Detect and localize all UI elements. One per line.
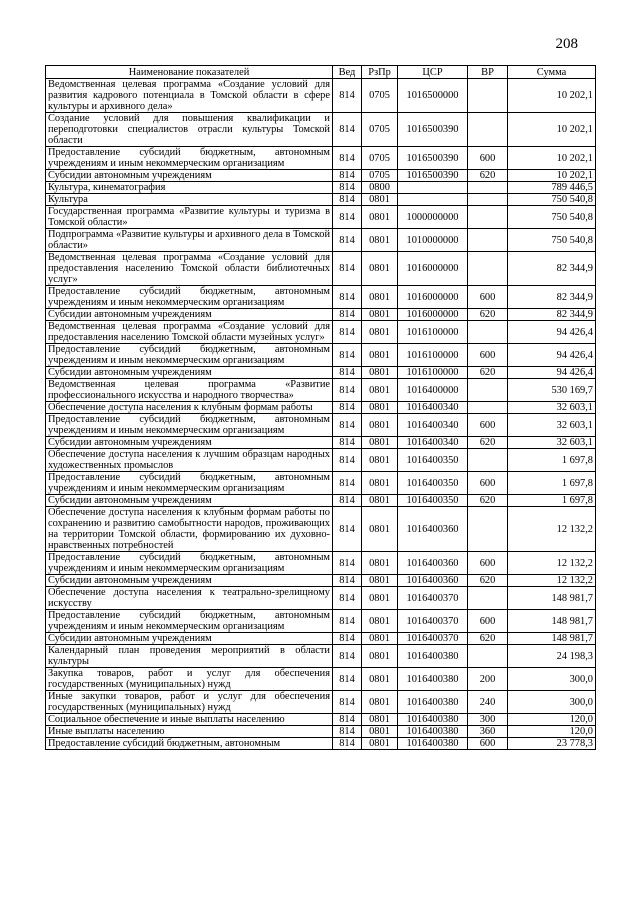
cell-ved: 814: [333, 229, 362, 252]
cell-name: Предоставление субсидий бюджетным, автономным учреждениям и иным некоммерческим организациям: [46, 610, 333, 633]
cell-vr: 600: [468, 414, 508, 437]
header-csr: ЦСР: [398, 66, 468, 79]
cell-rzpr: 0801: [362, 633, 398, 645]
cell-sum: 82 344,9: [508, 309, 596, 321]
cell-vr: 600: [468, 286, 508, 309]
cell-csr: 1016400370: [398, 587, 468, 610]
cell-vr: 620: [468, 575, 508, 587]
cell-name: Закупка товаров, работ и услуг для обеспечения государственных (муниципальных) нужд: [46, 668, 333, 691]
cell-vr: [468, 113, 508, 147]
cell-name: Календарный план проведения мероприятий в области культуры: [46, 645, 333, 668]
cell-ved: 814: [333, 344, 362, 367]
cell-sum: 94 426,4: [508, 367, 596, 379]
cell-vr: [468, 645, 508, 668]
cell-csr: 1016400380: [398, 714, 468, 726]
cell-csr: 1016100000: [398, 367, 468, 379]
header-row: [46, 66, 596, 79]
cell-vr: [468, 402, 508, 414]
cell-rzpr: 0801: [362, 645, 398, 668]
cell-vr: [468, 182, 508, 194]
cell-name: Субсидии автономным учреждениям: [46, 309, 333, 321]
header-rzpr: РзПр: [362, 66, 398, 79]
cell-name: Культура: [46, 194, 333, 206]
cell-name: Иные выплаты населению: [46, 726, 333, 738]
cell-csr: 1016400350: [398, 472, 468, 495]
cell-ved: 814: [333, 286, 362, 309]
cell-name: Субсидии автономным учреждениям: [46, 495, 333, 507]
budget-table: [45, 65, 596, 750]
cell-name: Создание условий для повышения квалификации и переподготовки специалистов отрасли культуры Томской области: [46, 113, 333, 147]
cell-name: Субсидии автономным учреждениям: [46, 575, 333, 587]
cell-sum: 82 344,9: [508, 252, 596, 286]
table-row: [46, 286, 596, 309]
cell-vr: [468, 321, 508, 344]
cell-sum: 1 697,8: [508, 472, 596, 495]
table-row: [46, 379, 596, 402]
cell-name: Субсидии автономным учреждениям: [46, 170, 333, 182]
cell-ved: 814: [333, 472, 362, 495]
cell-ved: 814: [333, 321, 362, 344]
cell-csr: 1016000000: [398, 252, 468, 286]
cell-rzpr: 0705: [362, 113, 398, 147]
cell-rzpr: 0800: [362, 182, 398, 194]
cell-name: Обеспечение доступа населения к клубным формам работы по сохранению и развитию самобытности народов, проживающих на территории Томской области, формированию их духовно-нравственных потребностей: [46, 507, 333, 552]
cell-rzpr: 0801: [362, 379, 398, 402]
table-row: [46, 321, 596, 344]
cell-csr: 1016400340: [398, 437, 468, 449]
cell-name: Предоставление субсидий бюджетным, автономным: [46, 738, 333, 750]
cell-rzpr: 0801: [362, 610, 398, 633]
cell-rzpr: 0801: [362, 668, 398, 691]
cell-csr: 1016400370: [398, 633, 468, 645]
cell-vr: [468, 379, 508, 402]
cell-name: Ведомственная целевая программа «Создание условий для предоставления населению Томской области библиотечных услуг»: [46, 252, 333, 286]
cell-vr: 620: [468, 367, 508, 379]
cell-name: Ведомственная целевая программа «Создание условий для предоставления населению Томской области музейных услуг»: [46, 321, 333, 344]
cell-sum: 32 603,1: [508, 437, 596, 449]
cell-csr: 1016400360: [398, 575, 468, 587]
cell-rzpr: 0801: [362, 229, 398, 252]
table-row: [46, 495, 596, 507]
cell-csr: 1016400000: [398, 379, 468, 402]
header-vr: ВР: [468, 66, 508, 79]
cell-name: Предоставление субсидий бюджетным, автономным учреждениям и иным некоммерческим организациям: [46, 147, 333, 170]
cell-ved: 814: [333, 170, 362, 182]
table-row: [46, 79, 596, 113]
cell-vr: 360: [468, 726, 508, 738]
cell-csr: 1016400380: [398, 738, 468, 750]
cell-sum: 12 132,2: [508, 552, 596, 575]
cell-rzpr: 0801: [362, 309, 398, 321]
table-row: [46, 575, 596, 587]
cell-csr: 1016500390: [398, 170, 468, 182]
cell-vr: 600: [468, 147, 508, 170]
cell-ved: 814: [333, 206, 362, 229]
cell-sum: 32 603,1: [508, 414, 596, 437]
cell-ved: 814: [333, 714, 362, 726]
cell-name: Предоставление субсидий бюджетным, автономным учреждениям и иным некоммерческим организациям: [46, 286, 333, 309]
cell-ved: 814: [333, 437, 362, 449]
cell-rzpr: 0801: [362, 437, 398, 449]
cell-ved: 814: [333, 147, 362, 170]
table-row: [46, 714, 596, 726]
header-name: Наименование показателей: [46, 66, 333, 79]
cell-sum: 120,0: [508, 726, 596, 738]
cell-rzpr: 0705: [362, 79, 398, 113]
page-number: 208: [555, 36, 578, 52]
cell-ved: 814: [333, 633, 362, 645]
cell-sum: 12 132,2: [508, 575, 596, 587]
cell-rzpr: 0801: [362, 344, 398, 367]
header-sum: Сумма: [508, 66, 596, 79]
cell-ved: 814: [333, 507, 362, 552]
table-row: [46, 633, 596, 645]
cell-csr: 1016100000: [398, 344, 468, 367]
cell-name: Субсидии автономным учреждениям: [46, 367, 333, 379]
cell-ved: 814: [333, 691, 362, 714]
cell-csr: 1016400350: [398, 495, 468, 507]
cell-csr: 1016400340: [398, 402, 468, 414]
cell-csr: 1016000000: [398, 309, 468, 321]
cell-rzpr: 0801: [362, 286, 398, 309]
cell-vr: [468, 206, 508, 229]
cell-vr: [468, 79, 508, 113]
cell-csr: 1016400380: [398, 668, 468, 691]
cell-name: Ведомственная целевая программа «Создание условий для развития кадрового потенциала в Томской области в сфере культуры и архивного дела»: [46, 79, 333, 113]
cell-ved: 814: [333, 645, 362, 668]
cell-csr: 1016500390: [398, 113, 468, 147]
cell-rzpr: 0801: [362, 552, 398, 575]
table-row: [46, 414, 596, 437]
cell-rzpr: 0705: [362, 147, 398, 170]
cell-sum: 12 132,2: [508, 507, 596, 552]
cell-ved: 814: [333, 194, 362, 206]
cell-ved: 814: [333, 726, 362, 738]
cell-ved: 814: [333, 668, 362, 691]
table-row: [46, 472, 596, 495]
table-row: [46, 367, 596, 379]
cell-rzpr: 0801: [362, 575, 398, 587]
cell-vr: [468, 194, 508, 206]
cell-sum: 94 426,4: [508, 344, 596, 367]
cell-vr: 620: [468, 309, 508, 321]
cell-vr: [468, 507, 508, 552]
cell-rzpr: 0801: [362, 194, 398, 206]
cell-ved: 814: [333, 182, 362, 194]
cell-name: Социальное обеспечение и иные выплаты населению: [46, 714, 333, 726]
cell-vr: 200: [468, 668, 508, 691]
cell-sum: 1 697,8: [508, 495, 596, 507]
cell-ved: 814: [333, 379, 362, 402]
cell-sum: 120,0: [508, 714, 596, 726]
cell-ved: 814: [333, 113, 362, 147]
cell-vr: 620: [468, 170, 508, 182]
cell-csr: [398, 194, 468, 206]
table-row: [46, 309, 596, 321]
table-row: [46, 449, 596, 472]
cell-csr: 1016400360: [398, 552, 468, 575]
cell-rzpr: 0801: [362, 587, 398, 610]
cell-sum: 82 344,9: [508, 286, 596, 309]
cell-name: Субсидии автономным учреждениям: [46, 437, 333, 449]
cell-vr: 600: [468, 610, 508, 633]
cell-csr: 1016100000: [398, 321, 468, 344]
cell-ved: 814: [333, 575, 362, 587]
cell-rzpr: 0801: [362, 449, 398, 472]
cell-csr: 1016000000: [398, 286, 468, 309]
cell-sum: 148 981,7: [508, 610, 596, 633]
cell-rzpr: 0801: [362, 414, 398, 437]
cell-sum: 94 426,4: [508, 321, 596, 344]
table-row: [46, 252, 596, 286]
cell-rzpr: 0801: [362, 472, 398, 495]
cell-sum: 10 202,1: [508, 170, 596, 182]
cell-name: Предоставление субсидий бюджетным, автономным учреждениям и иным некоммерческим организациям: [46, 472, 333, 495]
cell-ved: 814: [333, 402, 362, 414]
cell-ved: 814: [333, 79, 362, 113]
cell-vr: 600: [468, 472, 508, 495]
cell-name: Предоставление субсидий бюджетным, автономным учреждениям и иным некоммерческим организациям: [46, 344, 333, 367]
table-body: [46, 79, 596, 750]
cell-csr: 1016400370: [398, 610, 468, 633]
cell-ved: 814: [333, 552, 362, 575]
cell-vr: [468, 449, 508, 472]
cell-ved: 814: [333, 414, 362, 437]
cell-rzpr: 0801: [362, 691, 398, 714]
cell-rzpr: 0801: [362, 252, 398, 286]
cell-sum: 10 202,1: [508, 79, 596, 113]
cell-sum: 32 603,1: [508, 402, 596, 414]
cell-sum: 148 981,7: [508, 633, 596, 645]
cell-ved: 814: [333, 587, 362, 610]
table-row: [46, 552, 596, 575]
cell-rzpr: 0705: [362, 170, 398, 182]
cell-csr: 1016400350: [398, 449, 468, 472]
cell-rzpr: 0801: [362, 507, 398, 552]
table-row: [46, 668, 596, 691]
cell-ved: 814: [333, 309, 362, 321]
cell-sum: 1 697,8: [508, 449, 596, 472]
header-ved: Вед: [333, 66, 362, 79]
cell-rzpr: 0801: [362, 321, 398, 344]
cell-rzpr: 0801: [362, 402, 398, 414]
table-row: [46, 182, 596, 194]
cell-sum: 750 540,8: [508, 194, 596, 206]
table-row: [46, 113, 596, 147]
cell-csr: [398, 182, 468, 194]
cell-sum: 10 202,1: [508, 147, 596, 170]
cell-vr: [468, 587, 508, 610]
cell-ved: 814: [333, 252, 362, 286]
cell-name: Обеспечение доступа населения к клубным формам работы: [46, 402, 333, 414]
table-row: [46, 726, 596, 738]
cell-vr: 620: [468, 437, 508, 449]
cell-sum: 23 778,3: [508, 738, 596, 750]
cell-sum: 24 198,3: [508, 645, 596, 668]
table-row: [46, 437, 596, 449]
cell-csr: 1016400340: [398, 414, 468, 437]
cell-csr: 1016400380: [398, 645, 468, 668]
table-row: [46, 194, 596, 206]
cell-sum: 10 202,1: [508, 113, 596, 147]
table-row: [46, 610, 596, 633]
table-row: [46, 402, 596, 414]
cell-name: Иные закупки товаров, работ и услуг для обеспечения государственных (муниципальных) нужд: [46, 691, 333, 714]
cell-name: Обеспечение доступа населения к лучшим образцам народных художественных промыслов: [46, 449, 333, 472]
cell-name: Обеспечение доступа населения к театрально-зрелищному искусству: [46, 587, 333, 610]
cell-vr: 620: [468, 633, 508, 645]
cell-ved: 814: [333, 367, 362, 379]
cell-sum: 530 169,7: [508, 379, 596, 402]
cell-name: Субсидии автономным учреждениям: [46, 633, 333, 645]
cell-csr: 1000000000: [398, 206, 468, 229]
cell-vr: 300: [468, 714, 508, 726]
cell-name: Предоставление субсидий бюджетным, автономным учреждениям и иным некоммерческим организациям: [46, 414, 333, 437]
cell-name: Культура, кинематография: [46, 182, 333, 194]
cell-ved: 814: [333, 610, 362, 633]
cell-csr: 1016500000: [398, 79, 468, 113]
table-row: [46, 170, 596, 182]
cell-name: Ведомственная целевая программа «Развитие профессионального искусства и народного творчества»: [46, 379, 333, 402]
cell-csr: 1010000000: [398, 229, 468, 252]
cell-vr: 240: [468, 691, 508, 714]
cell-sum: 300,0: [508, 668, 596, 691]
table-row: [46, 691, 596, 714]
cell-rzpr: 0801: [362, 206, 398, 229]
cell-name: Подпрограмма «Развитие культуры и архивного дела в Томской области»: [46, 229, 333, 252]
cell-csr: 1016500390: [398, 147, 468, 170]
table-row: [46, 344, 596, 367]
cell-vr: [468, 229, 508, 252]
cell-sum: 789 446,5: [508, 182, 596, 194]
cell-rzpr: 0801: [362, 714, 398, 726]
cell-vr: 600: [468, 738, 508, 750]
cell-sum: 148 981,7: [508, 587, 596, 610]
cell-name: Предоставление субсидий бюджетным, автономным учреждениям и иным некоммерческим организациям: [46, 552, 333, 575]
cell-sum: 750 540,8: [508, 229, 596, 252]
cell-rzpr: 0801: [362, 367, 398, 379]
table-row: [46, 507, 596, 552]
cell-rzpr: 0801: [362, 495, 398, 507]
table-row: [46, 229, 596, 252]
cell-csr: 1016400360: [398, 507, 468, 552]
table-row: [46, 645, 596, 668]
cell-vr: 600: [468, 552, 508, 575]
cell-vr: 600: [468, 344, 508, 367]
table-row: [46, 587, 596, 610]
cell-ved: 814: [333, 495, 362, 507]
cell-rzpr: 0801: [362, 726, 398, 738]
cell-name: Государственная программа «Развитие культуры и туризма в Томской области»: [46, 206, 333, 229]
cell-ved: 814: [333, 738, 362, 750]
cell-ved: 814: [333, 449, 362, 472]
table-header: [46, 66, 596, 79]
cell-sum: 300,0: [508, 691, 596, 714]
cell-vr: [468, 252, 508, 286]
table-row: [46, 738, 596, 750]
cell-csr: 1016400380: [398, 691, 468, 714]
table-row: [46, 147, 596, 170]
cell-vr: 620: [468, 495, 508, 507]
cell-rzpr: 0801: [362, 738, 398, 750]
cell-csr: 1016400380: [398, 726, 468, 738]
cell-sum: 750 540,8: [508, 206, 596, 229]
table-row: [46, 206, 596, 229]
